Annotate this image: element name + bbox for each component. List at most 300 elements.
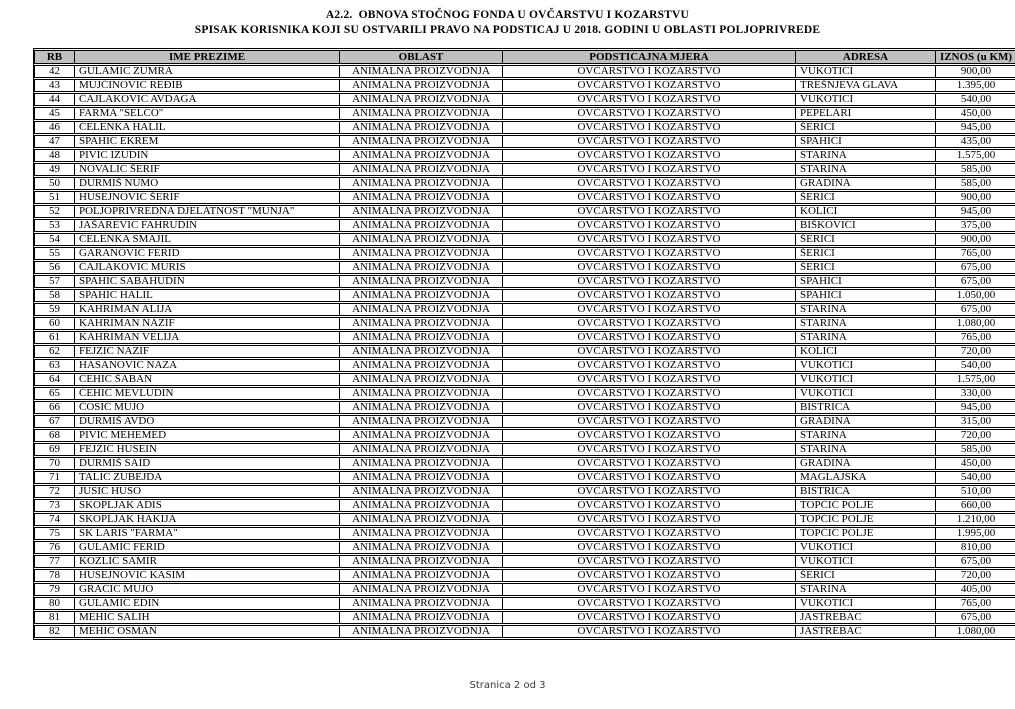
cell-ime-prezime: ČEHIĆ ŠABAN — [75, 373, 340, 386]
cell-adresa: ŠERIĆI — [796, 569, 936, 582]
cell-podsticajna-mjera: OVČARSTVO I KOZARSTVO — [503, 387, 796, 400]
cell-podsticajna-mjera: OVČARSTVO I KOZARSTVO — [503, 289, 796, 302]
table-row — [34, 359, 1015, 372]
cell-ime-prezime: SPAHIĆ SABAHUDIN — [75, 275, 340, 288]
table-row — [34, 611, 1015, 624]
cell-ime-prezime: DURMIŠ AVDO — [75, 415, 340, 428]
cell-adresa: ŠERIĆI — [796, 261, 936, 274]
table-row — [34, 79, 1015, 92]
cell-iznos: 1.050,00 — [936, 289, 1015, 302]
table-row — [34, 373, 1015, 386]
cell-ime-prezime: PIVIĆ IZUDIN — [75, 149, 340, 162]
cell-rb: 46 — [34, 121, 75, 134]
cell-adresa: BISTRICA — [796, 401, 936, 414]
table-row — [34, 429, 1015, 442]
cell-podsticajna-mjera: OVČARSTVO I KOZARSTVO — [503, 233, 796, 246]
table-header-row — [34, 50, 1015, 64]
table-row — [34, 415, 1015, 428]
cell-oblast: ANIMALNA PROIZVODNJA — [340, 359, 503, 372]
cell-rb: 54 — [34, 233, 75, 246]
cell-podsticajna-mjera: OVČARSTVO I KOZARSTVO — [503, 191, 796, 204]
table-row — [34, 163, 1015, 176]
cell-ime-prezime: SK LARIS "FARMA" — [75, 527, 340, 540]
table-row — [34, 149, 1015, 162]
cell-podsticajna-mjera: OVČARSTVO I KOZARSTVO — [503, 541, 796, 554]
cell-podsticajna-mjera: OVČARSTVO I KOZARSTVO — [503, 121, 796, 134]
cell-rb: 77 — [34, 555, 75, 568]
column-header-rb: RB — [34, 50, 75, 64]
cell-rb: 67 — [34, 415, 75, 428]
cell-oblast: ANIMALNA PROIZVODNJA — [340, 443, 503, 456]
cell-rb: 73 — [34, 499, 75, 512]
table-row — [34, 107, 1015, 120]
cell-oblast: ANIMALNA PROIZVODNJA — [340, 191, 503, 204]
cell-podsticajna-mjera: OVČARSTVO I KOZARSTVO — [503, 583, 796, 596]
cell-ime-prezime: GULAMIĆ EDIN — [75, 597, 340, 610]
cell-rb: 76 — [34, 541, 75, 554]
cell-iznos: 315,00 — [936, 415, 1015, 428]
cell-oblast: ANIMALNA PROIZVODNJA — [340, 373, 503, 386]
cell-rb: 64 — [34, 373, 75, 386]
cell-iznos: 1.575,00 — [936, 373, 1015, 386]
cell-ime-prezime: ČELENKA SMAJIL — [75, 233, 340, 246]
cell-rb: 45 — [34, 107, 75, 120]
table-row — [34, 191, 1015, 204]
cell-adresa: KOLIĆI — [796, 345, 936, 358]
cell-adresa: VUKOTIĆI — [796, 555, 936, 568]
cell-rb: 47 — [34, 135, 75, 148]
cell-ime-prezime: KAHRIMAN NAZIF — [75, 317, 340, 330]
cell-rb: 82 — [34, 625, 75, 638]
cell-oblast: ANIMALNA PROIZVODNJA — [340, 555, 503, 568]
cell-oblast: ANIMALNA PROIZVODNJA — [340, 135, 503, 148]
cell-rb: 49 — [34, 163, 75, 176]
cell-oblast: ANIMALNA PROIZVODNJA — [340, 611, 503, 624]
cell-ime-prezime: MEHIĆ SALIH — [75, 611, 340, 624]
cell-podsticajna-mjera: OVČARSTVO I KOZARSTVO — [503, 527, 796, 540]
table-row — [34, 485, 1015, 498]
cell-podsticajna-mjera: OVČARSTVO I KOZARSTVO — [503, 485, 796, 498]
cell-ime-prezime: HUSEJNOVIĆ KASIM — [75, 569, 340, 582]
cell-podsticajna-mjera: OVČARSTVO I KOZARSTVO — [503, 513, 796, 526]
cell-ime-prezime: PIVIĆ MEHEMED — [75, 429, 340, 442]
cell-ime-prezime: GRAČIĆ MUJO — [75, 583, 340, 596]
cell-rb: 78 — [34, 569, 75, 582]
cell-adresa: GRADINA — [796, 415, 936, 428]
cell-oblast: ANIMALNA PROIZVODNJA — [340, 219, 503, 232]
table-row — [34, 93, 1015, 106]
table-row — [34, 289, 1015, 302]
cell-podsticajna-mjera: OVČARSTVO I KOZARSTVO — [503, 149, 796, 162]
cell-oblast: ANIMALNA PROIZVODNJA — [340, 317, 503, 330]
beneficiary-table — [33, 48, 1015, 640]
cell-rb: 51 — [34, 191, 75, 204]
column-header-iznos-u-km: IZNOS (u KM) — [936, 50, 1015, 64]
cell-rb: 61 — [34, 331, 75, 344]
cell-ime-prezime: TALIĆ ZUBEJDA — [75, 471, 340, 484]
cell-podsticajna-mjera: OVČARSTVO I KOZARSTVO — [503, 625, 796, 638]
cell-podsticajna-mjera: OVČARSTVO I KOZARSTVO — [503, 611, 796, 624]
cell-ime-prezime: ČAJLAKOVIĆ MURIS — [75, 261, 340, 274]
cell-ime-prezime: KAHRIMAN VELIJA — [75, 331, 340, 344]
table-row — [34, 625, 1015, 638]
table-row — [34, 387, 1015, 400]
cell-iznos: 675,00 — [936, 555, 1015, 568]
table-row — [34, 457, 1015, 470]
table-row — [34, 275, 1015, 288]
cell-oblast: ANIMALNA PROIZVODNJA — [340, 513, 503, 526]
table-row — [34, 513, 1015, 526]
cell-oblast: ANIMALNA PROIZVODNJA — [340, 233, 503, 246]
table-row — [34, 247, 1015, 260]
cell-adresa: VUKOTIĆI — [796, 93, 936, 106]
table-row — [34, 443, 1015, 456]
cell-ime-prezime: DURMIŠ NUMO — [75, 177, 340, 190]
cell-ime-prezime: MUJČINOVIĆ REĐIB — [75, 79, 340, 92]
cell-iznos: 675,00 — [936, 611, 1015, 624]
cell-podsticajna-mjera: OVČARSTVO I KOZARSTVO — [503, 331, 796, 344]
cell-iznos: 375,00 — [936, 219, 1015, 232]
cell-podsticajna-mjera: OVČARSTVO I KOZARSTVO — [503, 79, 796, 92]
table-row — [34, 177, 1015, 190]
cell-oblast: ANIMALNA PROIZVODNJA — [340, 457, 503, 470]
cell-oblast: ANIMALNA PROIZVODNJA — [340, 163, 503, 176]
cell-adresa: STARINA — [796, 583, 936, 596]
cell-oblast: ANIMALNA PROIZVODNJA — [340, 247, 503, 260]
table-body — [34, 65, 1015, 638]
cell-podsticajna-mjera: OVČARSTVO I KOZARSTVO — [503, 499, 796, 512]
cell-adresa: ŠERIĆI — [796, 121, 936, 134]
cell-rb: 56 — [34, 261, 75, 274]
cell-rb: 72 — [34, 485, 75, 498]
cell-podsticajna-mjera: OVČARSTVO I KOZARSTVO — [503, 275, 796, 288]
cell-podsticajna-mjera: OVČARSTVO I KOZARSTVO — [503, 177, 796, 190]
cell-oblast: ANIMALNA PROIZVODNJA — [340, 527, 503, 540]
cell-adresa: TOPČIĆ POLJE — [796, 499, 936, 512]
cell-podsticajna-mjera: OVČARSTVO I KOZARSTVO — [503, 555, 796, 568]
cell-rb: 70 — [34, 457, 75, 470]
cell-ime-prezime: SPAHIĆ EKREM — [75, 135, 340, 148]
cell-oblast: ANIMALNA PROIZVODNJA — [340, 331, 503, 344]
cell-rb: 58 — [34, 289, 75, 302]
cell-ime-prezime: KOZLIĆ SAMIR — [75, 555, 340, 568]
cell-adresa: VUKOTIĆI — [796, 65, 936, 78]
document-title: A2.2. OBNOVA STOČNOG FONDA U OVČARSTVU I KOZARSTVU — [325, 9, 690, 21]
cell-oblast: ANIMALNA PROIZVODNJA — [340, 429, 503, 442]
cell-adresa: VUKOTIĆI — [796, 541, 936, 554]
cell-oblast: ANIMALNA PROIZVODNJA — [340, 485, 503, 498]
cell-oblast: ANIMALNA PROIZVODNJA — [340, 569, 503, 582]
table-row — [34, 65, 1015, 78]
cell-rb: 71 — [34, 471, 75, 484]
cell-iznos: 435,00 — [936, 135, 1015, 148]
document-header — [0, 0, 1015, 38]
cell-iznos: 720,00 — [936, 429, 1015, 442]
cell-rb: 62 — [34, 345, 75, 358]
cell-oblast: ANIMALNA PROIZVODNJA — [340, 499, 503, 512]
cell-oblast: ANIMALNA PROIZVODNJA — [340, 401, 503, 414]
table-row — [34, 345, 1015, 358]
cell-iznos: 540,00 — [936, 93, 1015, 106]
cell-adresa: GRADINA — [796, 457, 936, 470]
cell-podsticajna-mjera: OVČARSTVO I KOZARSTVO — [503, 345, 796, 358]
table-row — [34, 499, 1015, 512]
cell-iznos: 765,00 — [936, 331, 1015, 344]
cell-ime-prezime: JAŠAREVIĆ FAHRUDIN — [75, 219, 340, 232]
cell-oblast: ANIMALNA PROIZVODNJA — [340, 583, 503, 596]
table-row — [34, 597, 1015, 610]
cell-adresa: TOPČIĆ POLJE — [796, 513, 936, 526]
cell-rb: 81 — [34, 611, 75, 624]
cell-ime-prezime: KAHRIMAN ALIJA — [75, 303, 340, 316]
column-header-podsticajna-mjera: PODSTICAJNA MJERA — [503, 50, 796, 64]
cell-oblast: ANIMALNA PROIZVODNJA — [340, 303, 503, 316]
cell-iznos: 1.395,00 — [936, 79, 1015, 92]
cell-iznos: 720,00 — [936, 345, 1015, 358]
cell-ime-prezime: SKOPLJAK HAKIJA — [75, 513, 340, 526]
cell-podsticajna-mjera: OVČARSTVO I KOZARSTVO — [503, 205, 796, 218]
cell-adresa: VUKOTIĆI — [796, 373, 936, 386]
cell-oblast: ANIMALNA PROIZVODNJA — [340, 289, 503, 302]
table-row — [34, 401, 1015, 414]
table-row — [34, 205, 1015, 218]
table-row — [34, 317, 1015, 330]
column-header-oblast: OBLAST — [340, 50, 503, 64]
cell-adresa: JASTREBAC — [796, 625, 936, 638]
cell-podsticajna-mjera: OVČARSTVO I KOZARSTVO — [503, 457, 796, 470]
cell-adresa: VUKOTIĆI — [796, 359, 936, 372]
cell-rb: 48 — [34, 149, 75, 162]
table-row — [34, 233, 1015, 246]
cell-rb: 66 — [34, 401, 75, 414]
table-row — [34, 569, 1015, 582]
cell-rb: 44 — [34, 93, 75, 106]
cell-iznos: 540,00 — [936, 471, 1015, 484]
table-row — [34, 261, 1015, 274]
cell-podsticajna-mjera: OVČARSTVO I KOZARSTVO — [503, 401, 796, 414]
cell-oblast: ANIMALNA PROIZVODNJA — [340, 275, 503, 288]
cell-adresa: KOLIĆI — [796, 205, 936, 218]
cell-iznos: 1.575,00 — [936, 149, 1015, 162]
cell-adresa: STARINA — [796, 317, 936, 330]
cell-adresa: VUKOTIĆI — [796, 597, 936, 610]
cell-iznos: 585,00 — [936, 177, 1015, 190]
cell-rb: 68 — [34, 429, 75, 442]
cell-podsticajna-mjera: OVČARSTVO I KOZARSTVO — [503, 219, 796, 232]
cell-ime-prezime: SPAHIĆ HALIL — [75, 289, 340, 302]
cell-rb: 63 — [34, 359, 75, 372]
cell-podsticajna-mjera: OVČARSTVO I KOZARSTVO — [503, 247, 796, 260]
cell-ime-prezime: HASANOVIĆ NAZA — [75, 359, 340, 372]
cell-adresa: STARINA — [796, 443, 936, 456]
cell-iznos: 765,00 — [936, 247, 1015, 260]
cell-ime-prezime: ČEHIĆ MEVLUDIN — [75, 387, 340, 400]
cell-podsticajna-mjera: OVČARSTVO I KOZARSTVO — [503, 415, 796, 428]
cell-podsticajna-mjera: OVČARSTVO I KOZARSTVO — [503, 569, 796, 582]
cell-adresa: GRADINA — [796, 177, 936, 190]
table-row — [34, 219, 1015, 232]
cell-oblast: ANIMALNA PROIZVODNJA — [340, 177, 503, 190]
column-header-adresa: ADRESA — [796, 50, 936, 64]
cell-rb: 52 — [34, 205, 75, 218]
cell-iznos: 585,00 — [936, 443, 1015, 456]
table-row — [34, 135, 1015, 148]
cell-podsticajna-mjera: OVČARSTVO I KOZARSTVO — [503, 65, 796, 78]
cell-iznos: 675,00 — [936, 303, 1015, 316]
table-row — [34, 331, 1015, 344]
table-row — [34, 555, 1015, 568]
cell-adresa: VUKOTIĆI — [796, 387, 936, 400]
cell-ime-prezime: FARMA "SELĆO" — [75, 107, 340, 120]
cell-oblast: ANIMALNA PROIZVODNJA — [340, 121, 503, 134]
cell-ime-prezime: GARANOVIĆ FERID — [75, 247, 340, 260]
cell-iznos: 945,00 — [936, 205, 1015, 218]
cell-iznos: 675,00 — [936, 261, 1015, 274]
cell-oblast: ANIMALNA PROIZVODNJA — [340, 149, 503, 162]
cell-adresa: STARINA — [796, 149, 936, 162]
cell-podsticajna-mjera: OVČARSTVO I KOZARSTVO — [503, 429, 796, 442]
cell-iznos: 585,00 — [936, 163, 1015, 176]
cell-ime-prezime: JUSIĆ HUSO — [75, 485, 340, 498]
cell-oblast: ANIMALNA PROIZVODNJA — [340, 625, 503, 638]
cell-iznos: 450,00 — [936, 107, 1015, 120]
cell-iznos: 330,00 — [936, 387, 1015, 400]
cell-adresa: JASTREBAC — [796, 611, 936, 624]
cell-oblast: ANIMALNA PROIZVODNJA — [340, 541, 503, 554]
cell-rb: 57 — [34, 275, 75, 288]
cell-rb: 59 — [34, 303, 75, 316]
cell-oblast: ANIMALNA PROIZVODNJA — [340, 471, 503, 484]
cell-adresa: STARINA — [796, 163, 936, 176]
cell-oblast: ANIMALNA PROIZVODNJA — [340, 65, 503, 78]
cell-ime-prezime: FEJZIĆ NAZIF — [75, 345, 340, 358]
cell-adresa: ŠERIĆI — [796, 233, 936, 246]
page-number: Stranica 2 od 3 — [469, 680, 546, 691]
cell-adresa: PEPELARI — [796, 107, 936, 120]
cell-oblast: ANIMALNA PROIZVODNJA — [340, 597, 503, 610]
cell-podsticajna-mjera: OVČARSTVO I KOZARSTVO — [503, 317, 796, 330]
cell-rb: 65 — [34, 387, 75, 400]
cell-adresa: TREŠNJEVA GLAVA — [796, 79, 936, 92]
cell-ime-prezime: GULAMIĆ FERID — [75, 541, 340, 554]
cell-adresa: STARINA — [796, 429, 936, 442]
cell-adresa: ŠERIĆI — [796, 247, 936, 260]
cell-iznos: 405,00 — [936, 583, 1015, 596]
cell-oblast: ANIMALNA PROIZVODNJA — [340, 345, 503, 358]
cell-adresa: ŠERIĆI — [796, 191, 936, 204]
cell-iznos: 1.080,00 — [936, 317, 1015, 330]
cell-rb: 75 — [34, 527, 75, 540]
cell-ime-prezime: GULAMIĆ ZUMRA — [75, 65, 340, 78]
cell-adresa: TOPČIĆ POLJE — [796, 527, 936, 540]
cell-iznos: 765,00 — [936, 597, 1015, 610]
table-row — [34, 471, 1015, 484]
cell-ime-prezime: FEJZIĆ HUSEIN — [75, 443, 340, 456]
cell-iznos: 945,00 — [936, 401, 1015, 414]
cell-oblast: ANIMALNA PROIZVODNJA — [340, 387, 503, 400]
cell-adresa: MAGLAJSKA — [796, 471, 936, 484]
cell-podsticajna-mjera: OVČARSTVO I KOZARSTVO — [503, 93, 796, 106]
cell-oblast: ANIMALNA PROIZVODNJA — [340, 261, 503, 274]
cell-iznos: 1.080,00 — [936, 625, 1015, 638]
cell-rb: 53 — [34, 219, 75, 232]
cell-ime-prezime: ČAJLAKOVIĆ AVDAGA — [75, 93, 340, 106]
cell-podsticajna-mjera: OVČARSTVO I KOZARSTVO — [503, 471, 796, 484]
cell-ime-prezime: ČELENKA HALIL — [75, 121, 340, 134]
cell-rb: 79 — [34, 583, 75, 596]
cell-adresa: BISTRICA — [796, 485, 936, 498]
cell-oblast: ANIMALNA PROIZVODNJA — [340, 79, 503, 92]
cell-ime-prezime: ČOSIĆ MUJO — [75, 401, 340, 414]
table-row — [34, 527, 1015, 540]
document-subtitle: SPISAK KORISNIKA KOJI SU OSTVARILI PRAVO NA PODSTICAJ U 2018. GODINI U OBLASTI POLJOPRIVREDE — [194, 24, 821, 36]
cell-iznos: 510,00 — [936, 485, 1015, 498]
cell-adresa: STARINA — [796, 331, 936, 344]
cell-iznos: 1.210,00 — [936, 513, 1015, 526]
cell-podsticajna-mjera: OVČARSTVO I KOZARSTVO — [503, 107, 796, 120]
cell-iznos: 1.995,00 — [936, 527, 1015, 540]
cell-ime-prezime: POLJOPRIVREDNA DJELATNOST "MUNJA" — [75, 205, 340, 218]
cell-iznos: 720,00 — [936, 569, 1015, 582]
cell-ime-prezime: SKOPLJAK ADIS — [75, 499, 340, 512]
cell-podsticajna-mjera: OVČARSTVO I KOZARSTVO — [503, 597, 796, 610]
cell-rb: 60 — [34, 317, 75, 330]
cell-iznos: 810,00 — [936, 541, 1015, 554]
cell-oblast: ANIMALNA PROIZVODNJA — [340, 415, 503, 428]
cell-ime-prezime: HUSEJNOVIĆ ŠERIF — [75, 191, 340, 204]
cell-ime-prezime: MEHIĆ OSMAN — [75, 625, 340, 638]
table-head — [34, 50, 1015, 64]
column-header-ime-prezime: IME PREZIME — [75, 50, 340, 64]
cell-iznos: 900,00 — [936, 65, 1015, 78]
cell-podsticajna-mjera: OVČARSTVO I KOZARSTVO — [503, 359, 796, 372]
table-row — [34, 121, 1015, 134]
cell-podsticajna-mjera: OVČARSTVO I KOZARSTVO — [503, 303, 796, 316]
cell-podsticajna-mjera: OVČARSTVO I KOZARSTVO — [503, 135, 796, 148]
cell-rb: 74 — [34, 513, 75, 526]
table-row — [34, 303, 1015, 316]
cell-oblast: ANIMALNA PROIZVODNJA — [340, 93, 503, 106]
cell-ime-prezime: DURMIŠ SAID — [75, 457, 340, 470]
cell-iznos: 675,00 — [936, 275, 1015, 288]
cell-adresa: STARINA — [796, 303, 936, 316]
cell-rb: 43 — [34, 79, 75, 92]
cell-adresa: SPAHIĆI — [796, 135, 936, 148]
cell-oblast: ANIMALNA PROIZVODNJA — [340, 107, 503, 120]
cell-rb: 50 — [34, 177, 75, 190]
cell-iznos: 660,00 — [936, 499, 1015, 512]
cell-adresa: BIŠKOVIĆI — [796, 219, 936, 232]
cell-rb: 69 — [34, 443, 75, 456]
table-row — [34, 541, 1015, 554]
cell-rb: 55 — [34, 247, 75, 260]
cell-adresa: SPAHIĆI — [796, 289, 936, 302]
table-row — [34, 583, 1015, 596]
cell-iznos: 945,00 — [936, 121, 1015, 134]
cell-iznos: 540,00 — [936, 359, 1015, 372]
cell-oblast: ANIMALNA PROIZVODNJA — [340, 205, 503, 218]
cell-podsticajna-mjera: OVČARSTVO I KOZARSTVO — [503, 261, 796, 274]
cell-podsticajna-mjera: OVČARSTVO I KOZARSTVO — [503, 163, 796, 176]
cell-iznos: 450,00 — [936, 457, 1015, 470]
cell-rb: 80 — [34, 597, 75, 610]
cell-adresa: SPAHIĆI — [796, 275, 936, 288]
cell-podsticajna-mjera: OVČARSTVO I KOZARSTVO — [503, 373, 796, 386]
cell-podsticajna-mjera: OVČARSTVO I KOZARSTVO — [503, 443, 796, 456]
cell-iznos: 900,00 — [936, 233, 1015, 246]
cell-iznos: 900,00 — [936, 191, 1015, 204]
cell-rb: 42 — [34, 65, 75, 78]
